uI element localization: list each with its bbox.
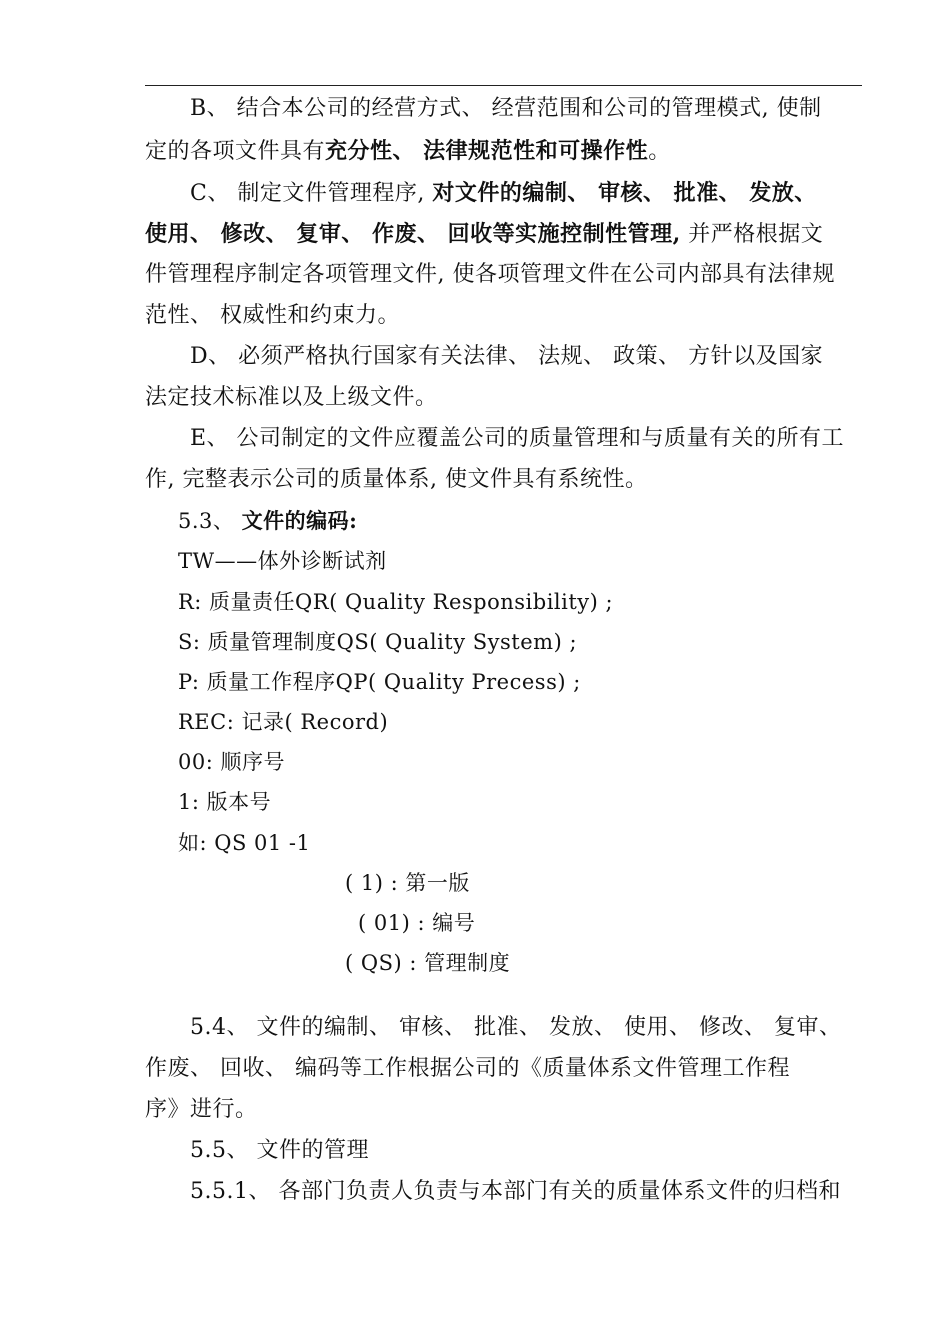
example-type xyxy=(345,948,645,978)
section-5-3-heading xyxy=(178,506,898,536)
bold-text: 充分性、 法律规范性和可操作性 xyxy=(325,138,649,164)
text: B、 结合本公司的经营方式、 经营范围和公司的管理模式, 使制 xyxy=(190,96,822,121)
text: 并严格根据文 xyxy=(680,222,824,247)
text: 5.5、 文件的管理 xyxy=(190,1138,369,1163)
text: 作, 完整表示公司的质量体系, 使文件具有系统性。 xyxy=(145,467,648,492)
example-number xyxy=(358,908,658,938)
paragraph-b-line-2 xyxy=(145,136,865,167)
text: E、 公司制定的文件应覆盖公司的质量管理和与质量有关的所有工 xyxy=(190,426,845,451)
text: ( QS) : 管理制度 xyxy=(345,951,511,975)
text: REC: 记录( Record) xyxy=(178,710,389,734)
code-s xyxy=(178,627,898,657)
text: 如: QS 01 -1 xyxy=(178,831,311,855)
text: 5.4、 文件的编制、 审核、 批准、 发放、 使用、 修改、 复审、 xyxy=(190,1015,842,1040)
text: 5.5.1、 各部门负责人负责与本部门有关的质量体系文件的归档和 xyxy=(190,1179,841,1204)
bold-text: 使用、 修改、 复审、 作废、 回收等实施控制性管理, xyxy=(145,221,681,247)
text: 件管理程序制定各项管理文件, 使各项管理文件在公司内部具有法律规 xyxy=(145,262,835,287)
text: 作废、 回收、 编码等工作根据公司的《质量体系文件管理工作程 xyxy=(145,1056,790,1081)
text: P: 质量工作程序QP( Quality Precess) ; xyxy=(178,670,581,694)
code-seq xyxy=(178,747,898,777)
code-p xyxy=(178,667,898,697)
paragraph-d-line-1 xyxy=(190,342,910,372)
text: C、 制定文件管理程序, xyxy=(190,181,433,206)
text: 00: 顺序号 xyxy=(178,750,285,774)
paragraph-c-line-3 xyxy=(145,260,865,290)
section-5-5-1-line-1 xyxy=(190,1177,910,1207)
bold-text: 对文件的编制、 审核、 批准、 发放、 xyxy=(432,180,817,206)
paragraph-c-line-2 xyxy=(145,219,865,250)
section-5-5-heading xyxy=(190,1136,910,1166)
paragraph-c-line-4 xyxy=(145,301,865,331)
paragraph-d-line-2 xyxy=(145,383,865,413)
section-number: 5.3、 xyxy=(178,509,242,533)
text: 1: 版本号 xyxy=(178,790,272,814)
section-5-4-line-1 xyxy=(190,1013,910,1043)
text: TW——体外诊断试剂 xyxy=(178,549,387,573)
section-title: 文件的编码: xyxy=(241,508,358,533)
section-5-4-line-3 xyxy=(145,1095,865,1125)
example-version xyxy=(345,868,645,898)
code-example xyxy=(178,828,898,858)
text: ( 1) : 第一版 xyxy=(345,871,470,895)
header-rule xyxy=(145,85,862,86)
paragraph-e-line-1 xyxy=(190,424,910,454)
text: ( 01) : 编号 xyxy=(358,911,476,935)
paragraph-c-line-1 xyxy=(190,178,910,209)
text: S: 质量管理制度QS( Quality System) ; xyxy=(178,630,578,654)
text: 范性、 权威性和约束力。 xyxy=(145,303,400,328)
section-5-4-line-2 xyxy=(145,1054,865,1084)
text: 法定技术标准以及上级文件。 xyxy=(145,385,438,410)
paragraph-b-line-1 xyxy=(190,94,910,124)
text: D、 必须严格执行国家有关法律、 法规、 政策、 方针以及国家 xyxy=(190,344,824,369)
paragraph-e-line-2 xyxy=(145,465,865,495)
text: 定的各项文件具有 xyxy=(145,139,326,164)
text: 序》进行。 xyxy=(145,1097,258,1122)
code-ver xyxy=(178,787,898,817)
code-tw xyxy=(178,546,898,576)
text: 。 xyxy=(648,139,671,164)
text: R: 质量责任QR( Quality Responsibility) ; xyxy=(178,590,614,614)
code-rec xyxy=(178,707,898,737)
code-r xyxy=(178,587,898,617)
